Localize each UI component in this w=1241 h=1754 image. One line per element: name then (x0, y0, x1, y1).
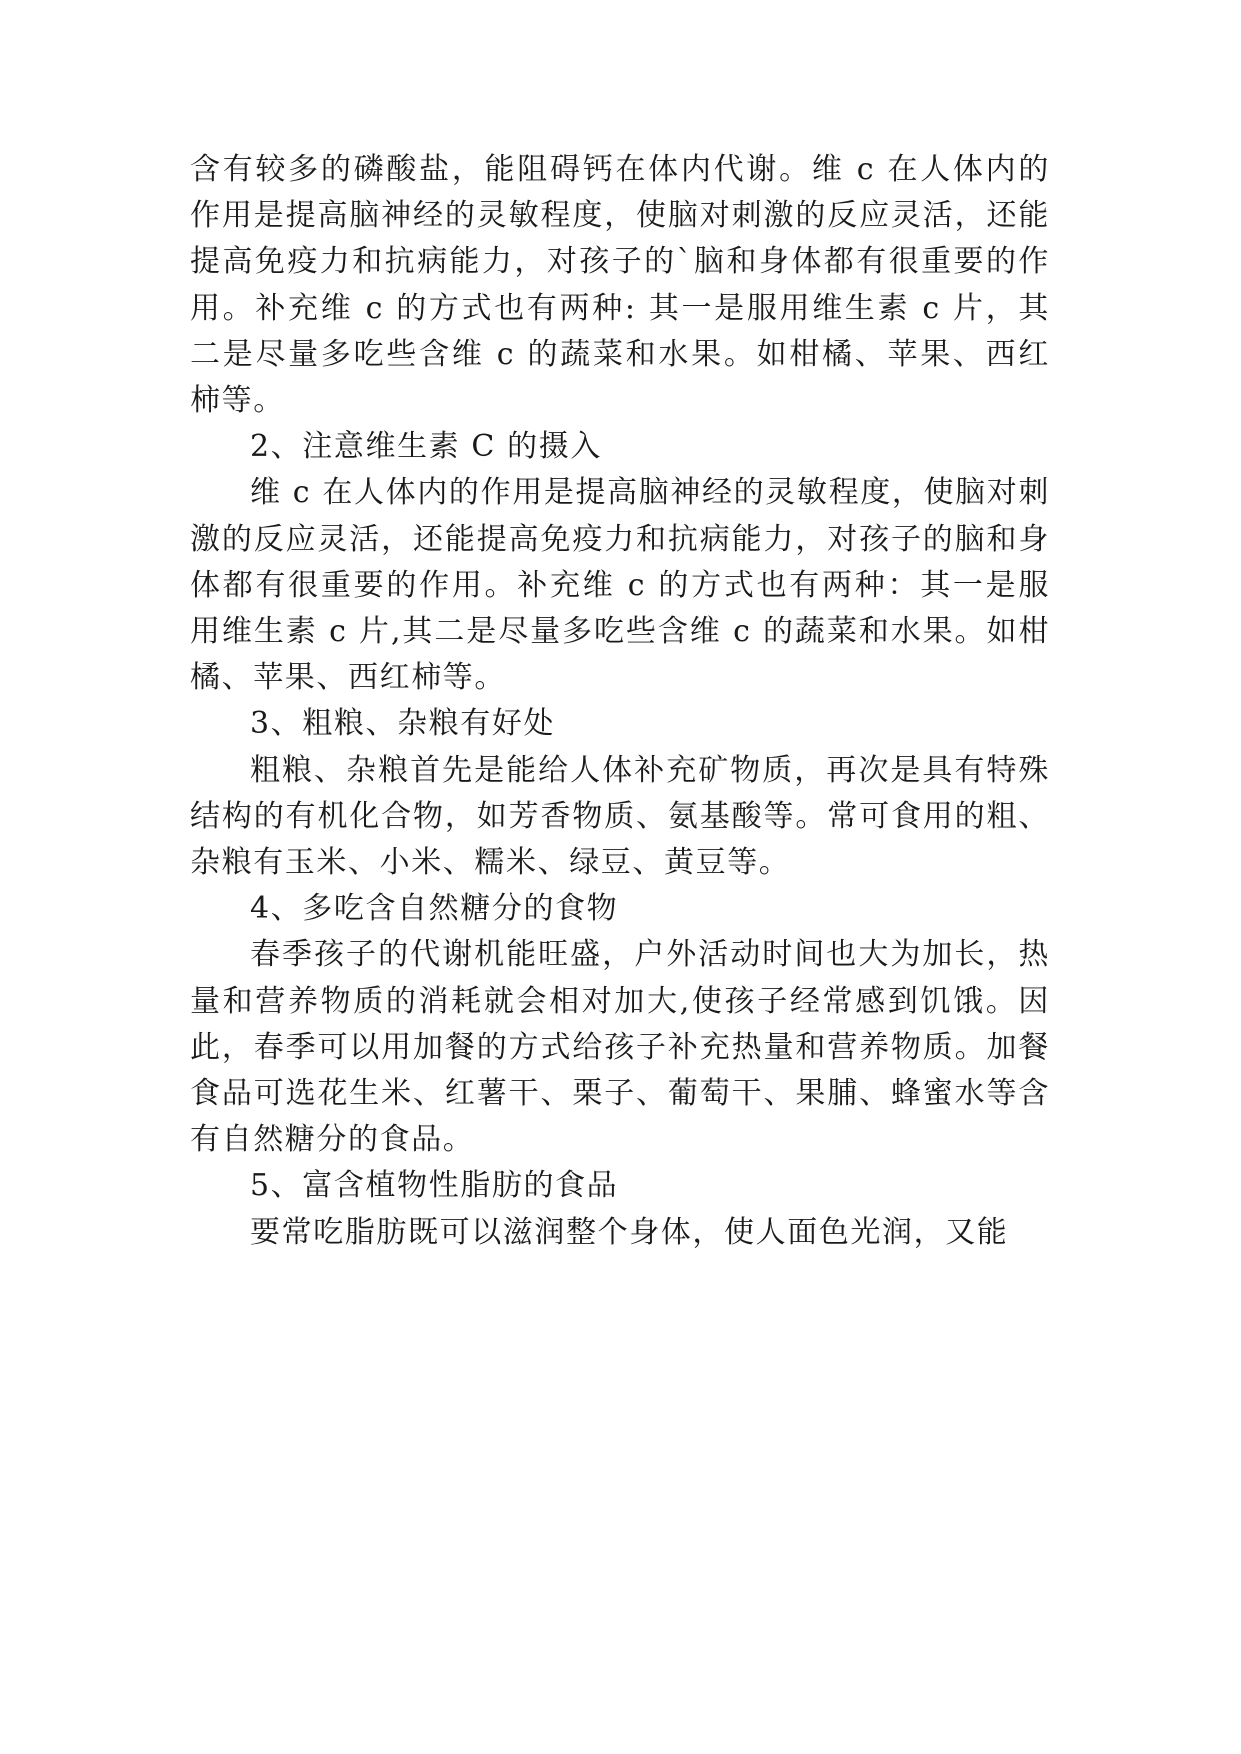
body-paragraph-4: 春季孩子的代谢机能旺盛，户外活动时间也大为加长，热量和营养物质的消耗就会相对加大,使孩子经常感到饥饿。因此，春季可以用加餐的方式给孩子补充热量和营养物质。加餐食品可选花生米、红薯干、栗子、葡萄干、果脯、蜂蜜水等含有自然糖分的食品。 (190, 937, 1050, 1158)
section-heading-4: 4、多吃含自然糖分的食物 (250, 891, 619, 927)
section-heading-2: 2、注意维生素 C 的摄入 (250, 429, 602, 465)
body-paragraph-1: 含有较多的磷酸盐，能阻碍钙在体内代谢。维 c 在人体内的作用是提高脑神经的灵敏程度，使脑对刺激的反应灵活，还能提高免疫力和抗病能力，对孩子的`脑和身体都有很重要的作用。补充维 c 的方式也有两种: 其一是服用维生素 c 片，其二是尽量多吃些含维 c 的蔬菜和水果。如柑橘、苹果、西红柿等。 (190, 152, 1050, 419)
body-paragraph-5: 要常吃脂肪既可以滋润整个身体，使人面色光润，又能 (250, 1214, 1009, 1250)
document-page (190, 147, 1050, 1256)
section-heading-3: 3、粗粮、杂粮有好处 (250, 706, 556, 742)
body-paragraph-2: 维 c 在人体内的作用是提高脑神经的灵敏程度，使脑对刺激的反应灵活，还能提高免疫力和抗病能力，对孩子的脑和身体都有很重要的作用。补充维 c 的方式也有两种：其一是服用维生素 c 片,其二是尽量多吃些含维 c 的蔬菜和水果。如柑橘、苹果、西红柿等。 (190, 475, 1050, 696)
section-heading-5: 5、富含植物性脂肪的食品 (250, 1168, 619, 1204)
body-paragraph-3: 粗粮、杂粮首先是能给人体补充矿物质，再次是具有特殊结构的有机化合物，如芳香物质、氨基酸等。常可食用的粗、杂粮有玉米、小米、糯米、绿豆、黄豆等。 (190, 752, 1050, 881)
